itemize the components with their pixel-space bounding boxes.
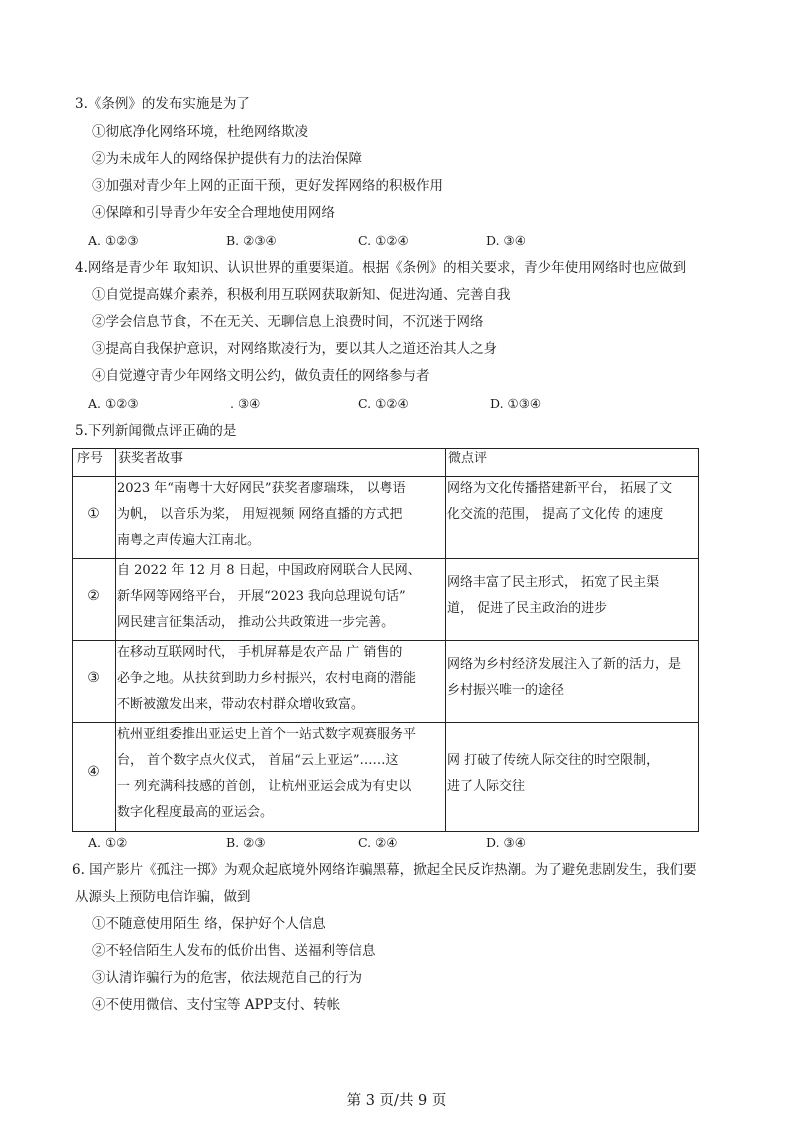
q5-choice-d[interactable]: D. ③④ (486, 835, 526, 850)
header-number: 序号 (77, 451, 104, 466)
q6-stem-line-2: 从源头上预防电信诈骗，做到 (75, 889, 251, 905)
table-column-divider (115, 448, 116, 832)
q6-statement-2: ②不轻信陌生人发布的低价出售、送福利等信息 (92, 943, 376, 959)
row-1-story (117, 476, 406, 554)
page-number: 第 3 页/共 9 页 (346, 1093, 447, 1109)
row-4-comment-line: 网 打破了传统人际交往的时空限制， (447, 753, 660, 768)
q3-stem: 3.《条例》的发布实施是为了 (75, 96, 250, 112)
row-3-story-line: 不断被激发出来，带动农村群众增收致富。 (117, 697, 365, 712)
row-1-story-line: 2023 年“南粤十大好网民”获奖者廖瑞珠， 以粤语 (117, 481, 406, 496)
row-4-number: ④ (87, 764, 100, 780)
q4-statement-3: ③提高自我保护意识，对网络欺凌行为，要以其人之道还治其人之身 (92, 341, 497, 357)
row-1-story-line: 为帆， 以音乐为桨， 用短视频 网络直播的方式把 (117, 507, 403, 522)
row-2-comment (447, 570, 659, 622)
q6-stem-line-1: 6. 国产影片《孤注一掷》为观众起底境外网络诈骗黑幕，掀起全民反诈热潮。为了避免悲剧发生，我们要 (72, 862, 697, 878)
q4-choice-a[interactable]: A. ①②③ (88, 396, 139, 411)
row-1-story-line: 南粤之声传遍大江南北。 (117, 533, 261, 548)
q4-choices (88, 396, 648, 412)
row-4-story-line: 数字化程度最高的亚运会。 (117, 805, 274, 820)
q3-statement-2: ②为未成年人的网络保护提供有力的法治保障 (92, 151, 362, 167)
row-2-comment-line: 道， 促进了民主政治的进步 (447, 601, 608, 616)
q6-statement-1: ①不随意使用陌生 络，保护好个人信息 (92, 916, 326, 932)
q3-choice-d[interactable]: D. ③④ (486, 233, 526, 248)
row-4-comment-line: 进了人际交往 (447, 779, 526, 794)
row-4-story-line: 杭州亚组委推出亚运史上首个一站式数字观赛服务平 (117, 727, 417, 742)
q5-choices (88, 835, 648, 851)
q6-statement-3: ③认清诈骗行为的危害，依法规范自己的行为 (92, 970, 362, 986)
row-4-story-line: 台， 首个数字点火仪式， 首届“云上亚运”……这 (117, 753, 399, 768)
row-1-comment (447, 476, 672, 528)
q4-statement-1: ①自觉提高媒介素养，积极利用互联网获取新知、促进沟通、完善自我 (92, 287, 511, 303)
q4-choice-c[interactable]: C. ①②④ (358, 396, 409, 411)
q4-choice-b[interactable]: . ③④ (230, 396, 261, 411)
table-column-divider (445, 448, 446, 832)
header-story: 获奖者故事 (118, 451, 184, 466)
header-comment: 微点评 (448, 451, 488, 466)
q4-choice-d[interactable]: D. ①③④ (490, 396, 542, 411)
row-4-story (117, 722, 416, 826)
q3-statement-4: ④保障和引导青少年安全合理地使用网络 (92, 205, 335, 221)
row-3-comment-line: 乡村振兴唯一的途径 (447, 683, 565, 698)
q4-statement-2: ②学会信息节食，不在无关、无聊信息上浪费时间，不沉迷于网络 (92, 314, 484, 330)
row-1-comment-line: 网络为文化传播搭建新平台， 拓展了文 (447, 481, 673, 496)
q5-choice-c[interactable]: C. ②④ (358, 835, 398, 850)
q4-stem: 4.网络是青少年 取知识、认识世界的重要渠道。根据《条例》的相关要求，青少年使用网络时也应做到 (75, 260, 687, 276)
q5-choice-b[interactable]: B. ②③ (226, 835, 266, 850)
q3-choice-a[interactable]: A. ①②③ (88, 233, 139, 248)
row-2-comment-line: 网络丰富了民主形式， 拓宽了民主渠 (447, 575, 660, 590)
q4-statement-4: ④自觉遵守青少年网络文明公约，做负责任的网络参与者 (92, 368, 430, 384)
row-3-comment (447, 652, 681, 704)
row-3-story-line: 在移动互联网时代， 手机屏幕是农产品 广 销售的 (117, 645, 403, 660)
row-3-story (117, 640, 416, 718)
q3-choice-c[interactable]: C. ①②④ (358, 233, 409, 248)
row-2-story-line: 网民建言征集活动， 推动公共政策进一步完善。 (117, 615, 395, 630)
row-3-number: ③ (87, 670, 100, 686)
row-2-number: ② (87, 588, 100, 604)
q3-statement-3: ③加强对青少年上网的正面干预，更好发挥网络的积极作用 (92, 178, 443, 194)
q3-choice-b[interactable]: B. ②③④ (226, 233, 277, 248)
q3-statement-1: ①彻底净化网络环境，杜绝网络欺凌 (92, 124, 308, 140)
row-2-story (117, 558, 421, 636)
q5-stem: 5.下列新闻微点评正确的是 (75, 423, 237, 439)
row-1-comment-line: 化交流的范围， 提高了文化传 的速度 (447, 507, 664, 522)
row-1-number: ① (87, 506, 100, 522)
row-3-comment-line: 网络为乡村经济发展注入了新的活力，是 (447, 657, 682, 672)
row-2-story-line: 自 2022 年 12 月 8 日起，中国政府网联合人民网、 (117, 563, 421, 578)
q6-statement-4: ④不使用微信、支付宝等 APP支付、转帐 (92, 997, 341, 1013)
news-table (72, 448, 699, 832)
q3-choices (88, 233, 648, 249)
row-4-story-line: 一 列充满科技感的首创， 让杭州亚运会成为有史以 (117, 779, 412, 794)
q5-choice-a[interactable]: A. ①② (88, 835, 128, 850)
row-4-comment (447, 748, 659, 800)
row-3-story-line: 必争之地。从扶贫到助力乡村振兴，农村电商的潜能 (117, 671, 417, 686)
row-2-story-line: 新华网等网络平台， 开展“2023 我向总理说句话” (117, 589, 406, 604)
